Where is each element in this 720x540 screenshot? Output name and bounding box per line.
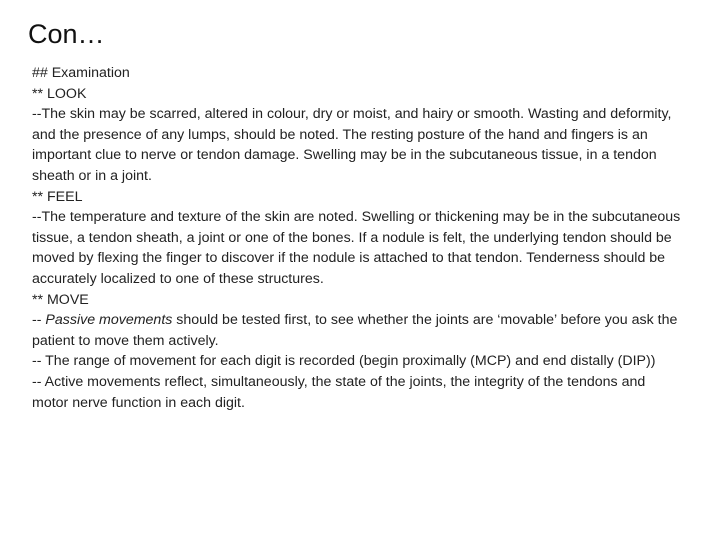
feel-label: ** FEEL <box>32 188 83 205</box>
move-passive-text <box>32 310 682 351</box>
move-passive-prefix: -- <box>32 312 46 329</box>
move-range-text: -- The range of movement for each digit is recorded (begin proximally (MCP) and end distally (DIP)) <box>32 353 656 370</box>
slide-body <box>32 63 682 413</box>
section-heading: ## Examination <box>32 65 130 81</box>
move-passive-rest: should be tested first, to see whether the joints are ‘movable’ before you ask the patient to move them actively. <box>32 312 678 349</box>
move-passive-emphasis: Passive movements <box>45 312 173 329</box>
move-active-text: -- Active movements reflect, simultaneously, the state of the joints, the integrity of the tendons and motor nerve function in each digit. <box>32 373 646 411</box>
look-label: ** LOOK <box>32 85 87 102</box>
feel-text: --The temperature and texture of the skin are noted. Swelling or thickening may be in the subcutaneous tissue, a tendon sheath, a joint or one of the bones. If a nodule is felt, the underlying tendon should be moved by flexing the finger to discover if the nodule is attached to that tendon. Tenderness should be accurately localized to one of these structures. <box>32 209 681 287</box>
look-text: --The skin may be scarred, altered in colour, dry or moist, and hairy or smooth. Wasting and deformity, and the presence of any lumps, should be noted. The resting posture of the hand and fingers is an important clue to nerve or tendon damage. Swelling may be in the subcutaneous tissue, in a tendon sheath or in a joint. <box>32 106 672 184</box>
slide-title: Con… <box>28 19 105 49</box>
move-label: ** MOVE <box>32 291 89 308</box>
